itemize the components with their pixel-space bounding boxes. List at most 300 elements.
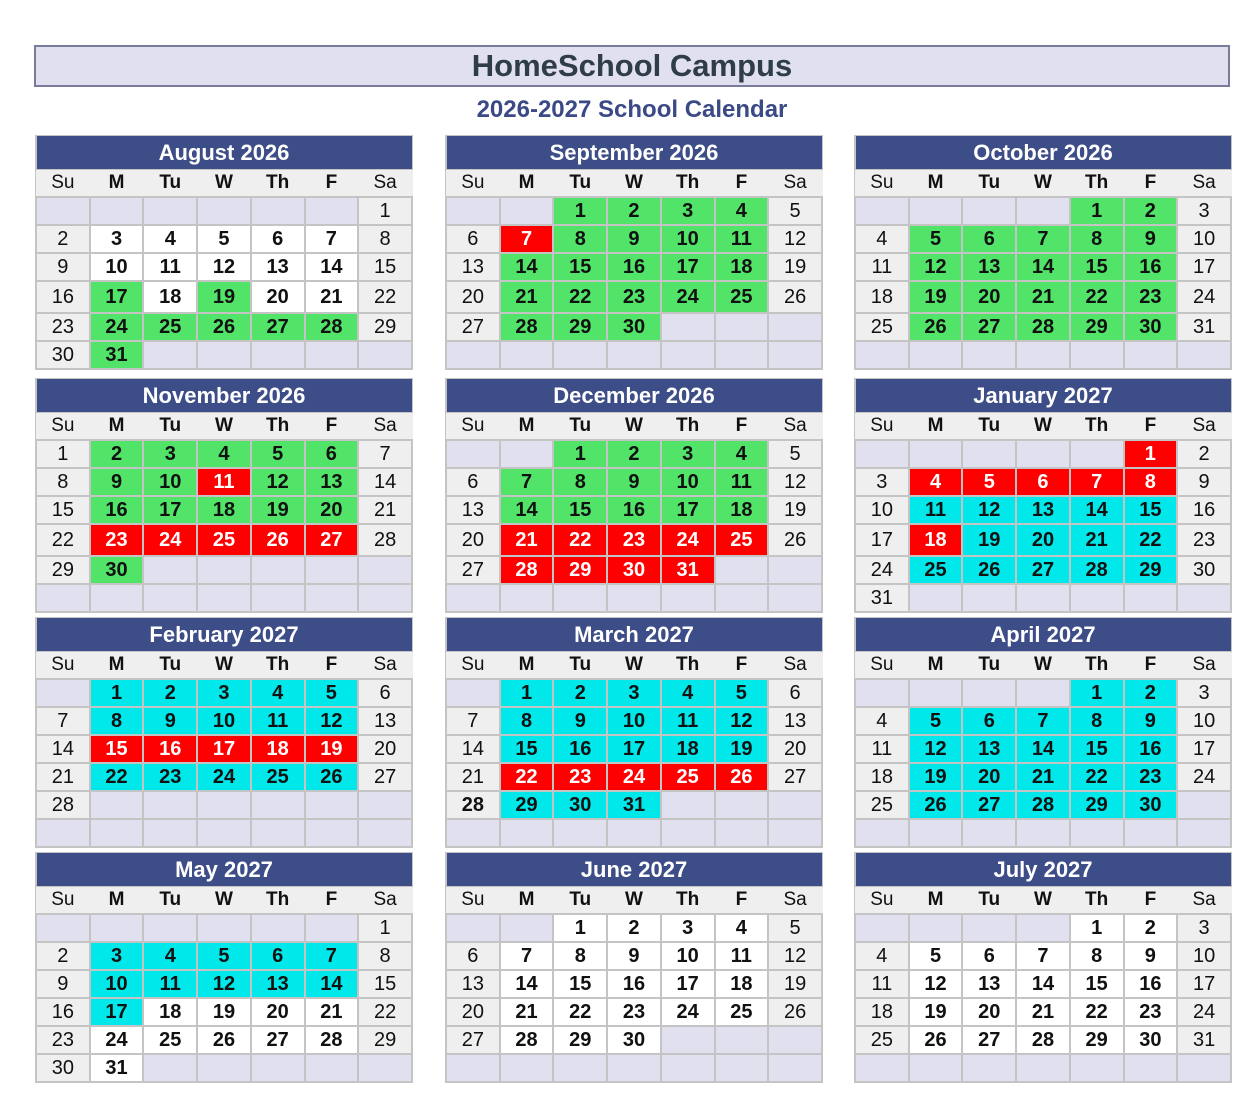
week-row bbox=[446, 970, 822, 998]
day-cell: 28 bbox=[1016, 1026, 1070, 1054]
empty-cell bbox=[90, 914, 144, 942]
empty-cell bbox=[715, 584, 769, 612]
day-cell: 10 bbox=[607, 707, 661, 735]
week-row bbox=[855, 942, 1231, 970]
weekday-header: Th bbox=[661, 413, 715, 441]
empty-cell bbox=[305, 1054, 359, 1082]
day-cell: 23 bbox=[1124, 998, 1178, 1026]
weekday-header: Su bbox=[36, 887, 90, 915]
day-cell: 10 bbox=[197, 707, 251, 735]
day-cell: 2 bbox=[1177, 440, 1231, 468]
day-cell: 20 bbox=[251, 998, 305, 1026]
day-cell: 5 bbox=[768, 914, 822, 942]
day-cell: 19 bbox=[305, 735, 359, 763]
week-row bbox=[855, 524, 1231, 556]
day-cell: 29 bbox=[358, 313, 412, 341]
empty-cell bbox=[715, 791, 769, 819]
day-cell: 9 bbox=[1124, 225, 1178, 253]
day-cell: 23 bbox=[1124, 281, 1178, 313]
day-cell: 7 bbox=[1016, 942, 1070, 970]
day-cell: 30 bbox=[553, 791, 607, 819]
week-row bbox=[446, 253, 822, 281]
month-calendar bbox=[445, 378, 823, 613]
day-cell: 21 bbox=[305, 281, 359, 313]
day-cell: 28 bbox=[500, 313, 554, 341]
weekday-header: F bbox=[715, 652, 769, 680]
day-cell: 5 bbox=[909, 942, 963, 970]
day-cell: 10 bbox=[90, 970, 144, 998]
empty-cell bbox=[768, 584, 822, 612]
day-cell: 15 bbox=[358, 253, 412, 281]
empty-cell bbox=[500, 440, 554, 468]
day-cell: 24 bbox=[197, 763, 251, 791]
day-cell: 24 bbox=[143, 524, 197, 556]
week-row bbox=[855, 197, 1231, 225]
day-cell: 11 bbox=[143, 970, 197, 998]
weekday-header: Sa bbox=[768, 413, 822, 441]
empty-cell bbox=[962, 1054, 1016, 1082]
day-cell: 26 bbox=[197, 313, 251, 341]
weekday-header: Su bbox=[446, 652, 500, 680]
week-row bbox=[855, 791, 1231, 819]
empty-cell bbox=[36, 584, 90, 612]
weekday-header: Tu bbox=[553, 652, 607, 680]
day-cell: 24 bbox=[90, 313, 144, 341]
day-cell: 1 bbox=[1070, 197, 1124, 225]
weekday-header: Sa bbox=[358, 887, 412, 915]
day-cell: 15 bbox=[500, 735, 554, 763]
day-cell: 2 bbox=[90, 440, 144, 468]
weekday-header: W bbox=[1016, 413, 1070, 441]
weekday-header: Su bbox=[36, 170, 90, 198]
day-cell: 30 bbox=[1124, 1026, 1178, 1054]
empty-cell bbox=[909, 440, 963, 468]
week-row bbox=[446, 735, 822, 763]
empty-cell bbox=[197, 914, 251, 942]
empty-cell bbox=[768, 819, 822, 847]
week-row bbox=[446, 440, 822, 468]
empty-cell bbox=[1070, 1054, 1124, 1082]
day-cell: 21 bbox=[1016, 763, 1070, 791]
day-cell: 28 bbox=[500, 556, 554, 584]
empty-cell bbox=[197, 197, 251, 225]
month-calendar bbox=[445, 135, 823, 370]
day-cell: 18 bbox=[197, 496, 251, 524]
month-calendar bbox=[445, 617, 823, 848]
day-cell: 16 bbox=[143, 735, 197, 763]
day-cell: 17 bbox=[90, 281, 144, 313]
month-title: April 2027 bbox=[855, 618, 1231, 652]
day-cell: 18 bbox=[909, 524, 963, 556]
empty-cell bbox=[962, 679, 1016, 707]
day-cell: 2 bbox=[607, 914, 661, 942]
day-cell: 27 bbox=[251, 313, 305, 341]
empty-cell bbox=[446, 679, 500, 707]
weekday-header: F bbox=[715, 887, 769, 915]
day-cell: 12 bbox=[251, 468, 305, 496]
day-cell: 29 bbox=[553, 1026, 607, 1054]
day-cell: 1 bbox=[553, 914, 607, 942]
weekday-header: Tu bbox=[143, 413, 197, 441]
day-cell: 16 bbox=[553, 735, 607, 763]
day-cell: 21 bbox=[1016, 998, 1070, 1026]
empty-cell bbox=[909, 679, 963, 707]
empty-cell bbox=[962, 914, 1016, 942]
empty-cell bbox=[1177, 341, 1231, 369]
day-cell: 4 bbox=[715, 197, 769, 225]
day-cell: 26 bbox=[768, 281, 822, 313]
day-cell: 15 bbox=[1070, 253, 1124, 281]
school-name-banner bbox=[34, 45, 1230, 87]
day-cell: 14 bbox=[36, 735, 90, 763]
day-cell: 18 bbox=[143, 281, 197, 313]
day-cell: 23 bbox=[607, 524, 661, 556]
day-cell: 19 bbox=[909, 281, 963, 313]
empty-cell bbox=[1177, 819, 1231, 847]
day-cell: 7 bbox=[305, 225, 359, 253]
day-cell: 14 bbox=[500, 970, 554, 998]
day-cell: 1 bbox=[358, 197, 412, 225]
day-cell: 31 bbox=[1177, 1026, 1231, 1054]
day-cell: 18 bbox=[715, 496, 769, 524]
day-cell: 13 bbox=[962, 970, 1016, 998]
day-cell: 21 bbox=[500, 524, 554, 556]
day-cell: 24 bbox=[661, 524, 715, 556]
day-cell: 17 bbox=[661, 496, 715, 524]
day-cell: 13 bbox=[305, 468, 359, 496]
day-cell: 5 bbox=[909, 225, 963, 253]
empty-cell bbox=[500, 819, 554, 847]
empty-cell bbox=[90, 197, 144, 225]
day-cell: 29 bbox=[553, 313, 607, 341]
day-cell: 10 bbox=[1177, 225, 1231, 253]
empty-cell bbox=[962, 584, 1016, 612]
day-cell: 23 bbox=[143, 763, 197, 791]
empty-cell bbox=[553, 819, 607, 847]
empty-cell bbox=[251, 584, 305, 612]
day-cell: 9 bbox=[1124, 707, 1178, 735]
empty-cell bbox=[305, 914, 359, 942]
empty-cell bbox=[197, 556, 251, 584]
day-cell: 4 bbox=[251, 679, 305, 707]
empty-cell bbox=[909, 819, 963, 847]
day-cell: 17 bbox=[661, 970, 715, 998]
day-cell: 27 bbox=[446, 556, 500, 584]
day-cell: 27 bbox=[358, 763, 412, 791]
month-calendar bbox=[854, 135, 1232, 370]
weekday-header: Su bbox=[446, 413, 500, 441]
day-cell: 17 bbox=[197, 735, 251, 763]
day-cell: 20 bbox=[768, 735, 822, 763]
day-cell: 3 bbox=[607, 679, 661, 707]
day-cell: 10 bbox=[661, 225, 715, 253]
empty-cell bbox=[1016, 819, 1070, 847]
day-cell: 1 bbox=[1070, 679, 1124, 707]
empty-cell bbox=[909, 1054, 963, 1082]
day-cell: 15 bbox=[90, 735, 144, 763]
day-cell: 19 bbox=[715, 735, 769, 763]
day-cell: 4 bbox=[855, 942, 909, 970]
day-cell: 8 bbox=[1124, 468, 1178, 496]
day-cell: 21 bbox=[1070, 524, 1124, 556]
weekday-header: Sa bbox=[1177, 887, 1231, 915]
day-cell: 12 bbox=[768, 942, 822, 970]
day-cell: 28 bbox=[446, 791, 500, 819]
week-row bbox=[855, 819, 1231, 847]
empty-cell bbox=[90, 819, 144, 847]
empty-cell bbox=[143, 556, 197, 584]
day-cell: 12 bbox=[909, 970, 963, 998]
day-cell: 5 bbox=[305, 679, 359, 707]
day-cell: 29 bbox=[1070, 313, 1124, 341]
week-row bbox=[855, 679, 1231, 707]
week-row bbox=[36, 707, 412, 735]
day-cell: 3 bbox=[855, 468, 909, 496]
weekday-header: Th bbox=[661, 652, 715, 680]
day-cell: 22 bbox=[500, 763, 554, 791]
week-row bbox=[446, 584, 822, 612]
day-cell: 29 bbox=[500, 791, 554, 819]
day-cell: 12 bbox=[909, 735, 963, 763]
day-cell: 16 bbox=[607, 970, 661, 998]
day-cell: 4 bbox=[909, 468, 963, 496]
weekday-header: F bbox=[715, 413, 769, 441]
day-cell: 27 bbox=[305, 524, 359, 556]
weekday-header: Sa bbox=[768, 887, 822, 915]
empty-cell bbox=[143, 914, 197, 942]
empty-cell bbox=[90, 791, 144, 819]
day-cell: 10 bbox=[661, 942, 715, 970]
day-cell: 6 bbox=[446, 468, 500, 496]
week-row bbox=[855, 468, 1231, 496]
day-cell: 7 bbox=[500, 225, 554, 253]
day-cell: 15 bbox=[358, 970, 412, 998]
day-cell: 24 bbox=[855, 556, 909, 584]
empty-cell bbox=[1177, 1054, 1231, 1082]
day-cell: 24 bbox=[661, 281, 715, 313]
day-cell: 8 bbox=[553, 225, 607, 253]
empty-cell bbox=[90, 584, 144, 612]
empty-cell bbox=[36, 914, 90, 942]
day-cell: 25 bbox=[197, 524, 251, 556]
day-cell: 28 bbox=[36, 791, 90, 819]
day-cell: 11 bbox=[855, 735, 909, 763]
week-row bbox=[446, 791, 822, 819]
day-cell: 17 bbox=[90, 998, 144, 1026]
day-cell: 20 bbox=[962, 998, 1016, 1026]
day-cell: 15 bbox=[553, 496, 607, 524]
day-cell: 1 bbox=[90, 679, 144, 707]
empty-cell bbox=[607, 1054, 661, 1082]
day-cell: 5 bbox=[197, 942, 251, 970]
day-cell: 16 bbox=[1124, 253, 1178, 281]
week-row bbox=[446, 341, 822, 369]
day-cell: 18 bbox=[715, 970, 769, 998]
empty-cell bbox=[768, 791, 822, 819]
day-cell: 3 bbox=[1177, 197, 1231, 225]
day-cell: 15 bbox=[1070, 970, 1124, 998]
day-cell: 13 bbox=[446, 496, 500, 524]
day-cell: 7 bbox=[358, 440, 412, 468]
week-row bbox=[446, 679, 822, 707]
weekday-header: Tu bbox=[553, 887, 607, 915]
day-cell: 5 bbox=[251, 440, 305, 468]
weekday-header: Tu bbox=[143, 652, 197, 680]
week-row bbox=[446, 707, 822, 735]
day-cell: 13 bbox=[446, 970, 500, 998]
empty-cell bbox=[251, 914, 305, 942]
empty-cell bbox=[1070, 584, 1124, 612]
day-cell: 11 bbox=[661, 707, 715, 735]
empty-cell bbox=[1016, 1054, 1070, 1082]
day-cell: 3 bbox=[1177, 679, 1231, 707]
empty-cell bbox=[962, 341, 1016, 369]
empty-cell bbox=[1016, 914, 1070, 942]
day-cell: 20 bbox=[446, 998, 500, 1026]
day-cell: 22 bbox=[553, 524, 607, 556]
empty-cell bbox=[715, 819, 769, 847]
week-row bbox=[36, 1054, 412, 1082]
day-cell: 28 bbox=[358, 524, 412, 556]
empty-cell bbox=[661, 313, 715, 341]
day-cell: 23 bbox=[36, 1026, 90, 1054]
day-cell: 2 bbox=[553, 679, 607, 707]
day-cell: 7 bbox=[1070, 468, 1124, 496]
day-cell: 27 bbox=[446, 313, 500, 341]
day-cell: 19 bbox=[768, 970, 822, 998]
day-cell: 17 bbox=[1177, 735, 1231, 763]
day-cell: 24 bbox=[1177, 998, 1231, 1026]
day-cell: 11 bbox=[715, 942, 769, 970]
day-cell: 25 bbox=[855, 1026, 909, 1054]
day-cell: 25 bbox=[855, 313, 909, 341]
day-cell: 8 bbox=[553, 468, 607, 496]
empty-cell bbox=[197, 819, 251, 847]
empty-cell bbox=[1124, 341, 1178, 369]
day-cell: 21 bbox=[500, 281, 554, 313]
day-cell: 10 bbox=[90, 253, 144, 281]
weekday-header: Th bbox=[1070, 652, 1124, 680]
day-cell: 20 bbox=[1016, 524, 1070, 556]
weekday-header: Tu bbox=[962, 887, 1016, 915]
day-cell: 10 bbox=[855, 496, 909, 524]
empty-cell bbox=[36, 819, 90, 847]
day-cell: 27 bbox=[768, 763, 822, 791]
empty-cell bbox=[962, 197, 1016, 225]
school-name: HomeSchool Campus bbox=[471, 48, 793, 83]
week-row bbox=[855, 763, 1231, 791]
empty-cell bbox=[197, 584, 251, 612]
week-row bbox=[446, 281, 822, 313]
week-row bbox=[36, 735, 412, 763]
weekday-header: Su bbox=[855, 652, 909, 680]
empty-cell bbox=[553, 341, 607, 369]
empty-cell bbox=[358, 556, 412, 584]
month-title: August 2026 bbox=[36, 136, 412, 170]
day-cell: 14 bbox=[446, 735, 500, 763]
day-cell: 26 bbox=[305, 763, 359, 791]
day-cell: 21 bbox=[305, 998, 359, 1026]
day-cell: 14 bbox=[1016, 735, 1070, 763]
empty-cell bbox=[661, 1054, 715, 1082]
day-cell: 26 bbox=[197, 1026, 251, 1054]
day-cell: 9 bbox=[553, 707, 607, 735]
weekday-header: M bbox=[500, 413, 554, 441]
day-cell: 26 bbox=[768, 524, 822, 556]
day-cell: 30 bbox=[36, 341, 90, 369]
day-cell: 27 bbox=[1016, 556, 1070, 584]
day-cell: 11 bbox=[715, 468, 769, 496]
day-cell: 14 bbox=[305, 970, 359, 998]
day-cell: 31 bbox=[855, 584, 909, 612]
empty-cell bbox=[1016, 341, 1070, 369]
day-cell: 29 bbox=[553, 556, 607, 584]
weekday-header: Sa bbox=[1177, 413, 1231, 441]
day-cell: 30 bbox=[607, 1026, 661, 1054]
day-cell: 23 bbox=[90, 524, 144, 556]
day-cell: 22 bbox=[1070, 998, 1124, 1026]
day-cell: 2 bbox=[36, 942, 90, 970]
week-row bbox=[446, 225, 822, 253]
empty-cell bbox=[607, 819, 661, 847]
day-cell: 17 bbox=[607, 735, 661, 763]
day-cell: 16 bbox=[1124, 735, 1178, 763]
weekday-header: Su bbox=[36, 652, 90, 680]
weekday-header: Su bbox=[446, 170, 500, 198]
day-cell: 14 bbox=[1070, 496, 1124, 524]
weekday-header: M bbox=[90, 887, 144, 915]
weekday-header: M bbox=[500, 887, 554, 915]
week-row bbox=[855, 707, 1231, 735]
month-title: October 2026 bbox=[855, 136, 1231, 170]
weekday-header: Sa bbox=[1177, 652, 1231, 680]
week-row bbox=[446, 556, 822, 584]
day-cell: 9 bbox=[143, 707, 197, 735]
day-cell: 22 bbox=[36, 524, 90, 556]
week-row bbox=[855, 313, 1231, 341]
day-cell: 28 bbox=[500, 1026, 554, 1054]
weekday-header: Th bbox=[251, 170, 305, 198]
week-row bbox=[36, 496, 412, 524]
empty-cell bbox=[1016, 679, 1070, 707]
empty-cell bbox=[446, 197, 500, 225]
empty-cell bbox=[661, 819, 715, 847]
day-cell: 14 bbox=[1016, 970, 1070, 998]
day-cell: 26 bbox=[768, 998, 822, 1026]
empty-cell bbox=[446, 440, 500, 468]
week-row bbox=[446, 197, 822, 225]
day-cell: 21 bbox=[446, 763, 500, 791]
weekday-header: F bbox=[305, 170, 359, 198]
empty-cell bbox=[1177, 791, 1231, 819]
week-row bbox=[446, 1054, 822, 1082]
day-cell: 2 bbox=[143, 679, 197, 707]
week-row bbox=[446, 998, 822, 1026]
month-title: May 2027 bbox=[36, 853, 412, 887]
day-cell: 30 bbox=[1177, 556, 1231, 584]
week-row bbox=[855, 584, 1231, 612]
day-cell: 1 bbox=[1124, 440, 1178, 468]
weekday-header: Tu bbox=[962, 652, 1016, 680]
empty-cell bbox=[768, 1054, 822, 1082]
empty-cell bbox=[768, 313, 822, 341]
day-cell: 9 bbox=[1177, 468, 1231, 496]
empty-cell bbox=[143, 1054, 197, 1082]
week-row bbox=[36, 791, 412, 819]
weekday-header: Th bbox=[1070, 170, 1124, 198]
day-cell: 6 bbox=[446, 942, 500, 970]
day-cell: 29 bbox=[358, 1026, 412, 1054]
